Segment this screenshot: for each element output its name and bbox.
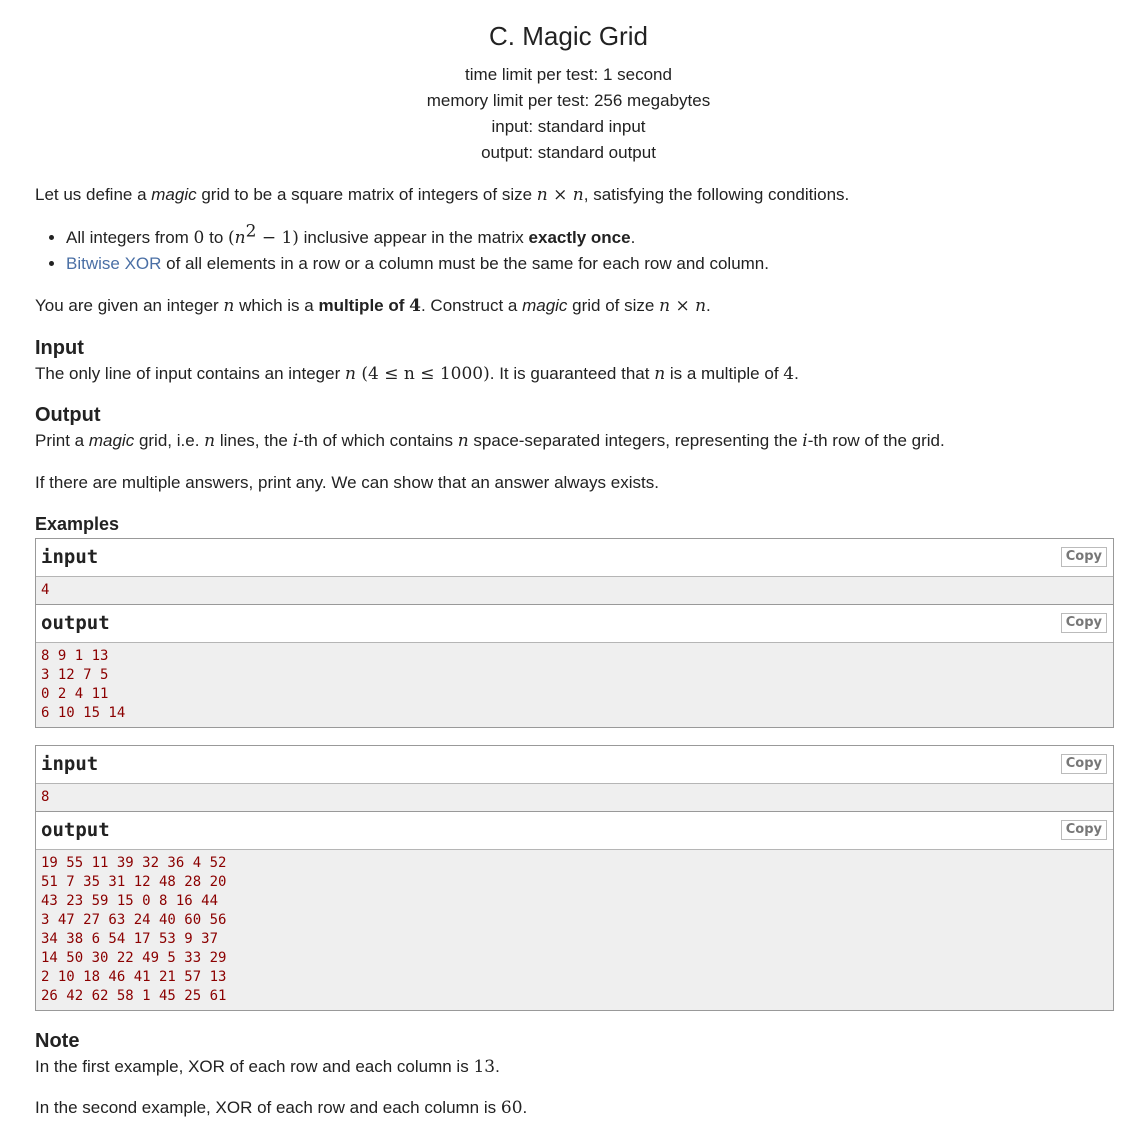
example-block (35, 745, 1114, 1011)
input-section-title: Input (35, 337, 84, 359)
output-section (35, 402, 945, 454)
output-section-text: Print a magic grid, i.e. n lines, the i-th of which contains n space-separated integers, representing the i-th row of the grid. (35, 431, 945, 451)
example-block (35, 538, 1114, 728)
example-output-header (36, 812, 1113, 850)
example-input-header (36, 746, 1113, 784)
input-label: input (41, 546, 99, 568)
bitwise-xor-link[interactable]: Bitwise XOR (66, 254, 162, 273)
problem-title: C. Magic Grid (489, 21, 648, 51)
output-spec: output: standard output (481, 143, 656, 162)
note-title: Note (35, 1030, 80, 1052)
example-input-header (36, 539, 1113, 577)
copy-input-button[interactable]: Copy (1061, 547, 1107, 567)
output-label: output (41, 612, 110, 634)
copy-input-button[interactable]: Copy (1061, 754, 1107, 774)
input-section-text: The only line of input contains an integer n (4 ≤ n ≤ 1000). It is guaranteed that n is a multiple of 4. (35, 364, 799, 384)
copy-output-button[interactable]: Copy (1061, 613, 1107, 633)
statement-intro: Let us define a magic grid to be a square matrix of integers of size n × n, satisfying the following conditions. (35, 185, 850, 205)
example-output-body: 19 55 11 39 32 36 4 52 51 7 35 31 12 48 28 20 43 23 59 15 0 8 16 44 3 47 27 63 24 40 60 56 34 38 6 54 17 53 9 37 14 50 30 22 49 5 33 29 2 10 18 46 41 21 57 13 26 42 62 58 1 45 25 61 (36, 850, 1113, 1010)
input-section (35, 335, 799, 387)
memory-limit: memory limit per test: 256 megabytes (426, 91, 711, 110)
example-output-header (36, 605, 1113, 643)
statement-given: You are given an integer n which is a multiple of 4. Construct a magic grid of size n × n. (35, 296, 711, 316)
output-section-title: Output (35, 404, 101, 426)
time-limit: time limit per test: 1 second (465, 65, 672, 84)
output-label: output (41, 819, 110, 841)
note-text-1: In the first example, XOR of each row and each column is 13. (35, 1057, 500, 1077)
example-output-body: 8 9 1 13 3 12 7 5 0 2 4 11 6 10 15 14 (36, 643, 1113, 727)
condition-item: • All integers from 0 to $(n^2 - 1)$ inclusive appear in the matrix exactly once. (66, 225, 769, 251)
problem-header (0, 0, 1137, 166)
input-label: input (41, 753, 99, 775)
note-text-2: In the second example, XOR of each row and each column is 60. (35, 1098, 528, 1118)
conditions-list (35, 221, 769, 277)
example-input-body: 8 (36, 784, 1113, 812)
multiple-answers-text: If there are multiple answers, print any. We can show that an answer always exists. (35, 473, 659, 492)
input-spec: input: standard input (491, 117, 646, 136)
note-section (35, 1028, 500, 1080)
examples-title: Examples (35, 514, 120, 534)
condition-item: • Bitwise XOR of all elements in a row or a column must be the same for each row and column. (66, 251, 769, 277)
example-input-body: 4 (36, 577, 1113, 605)
copy-output-button[interactable]: Copy (1061, 820, 1107, 840)
